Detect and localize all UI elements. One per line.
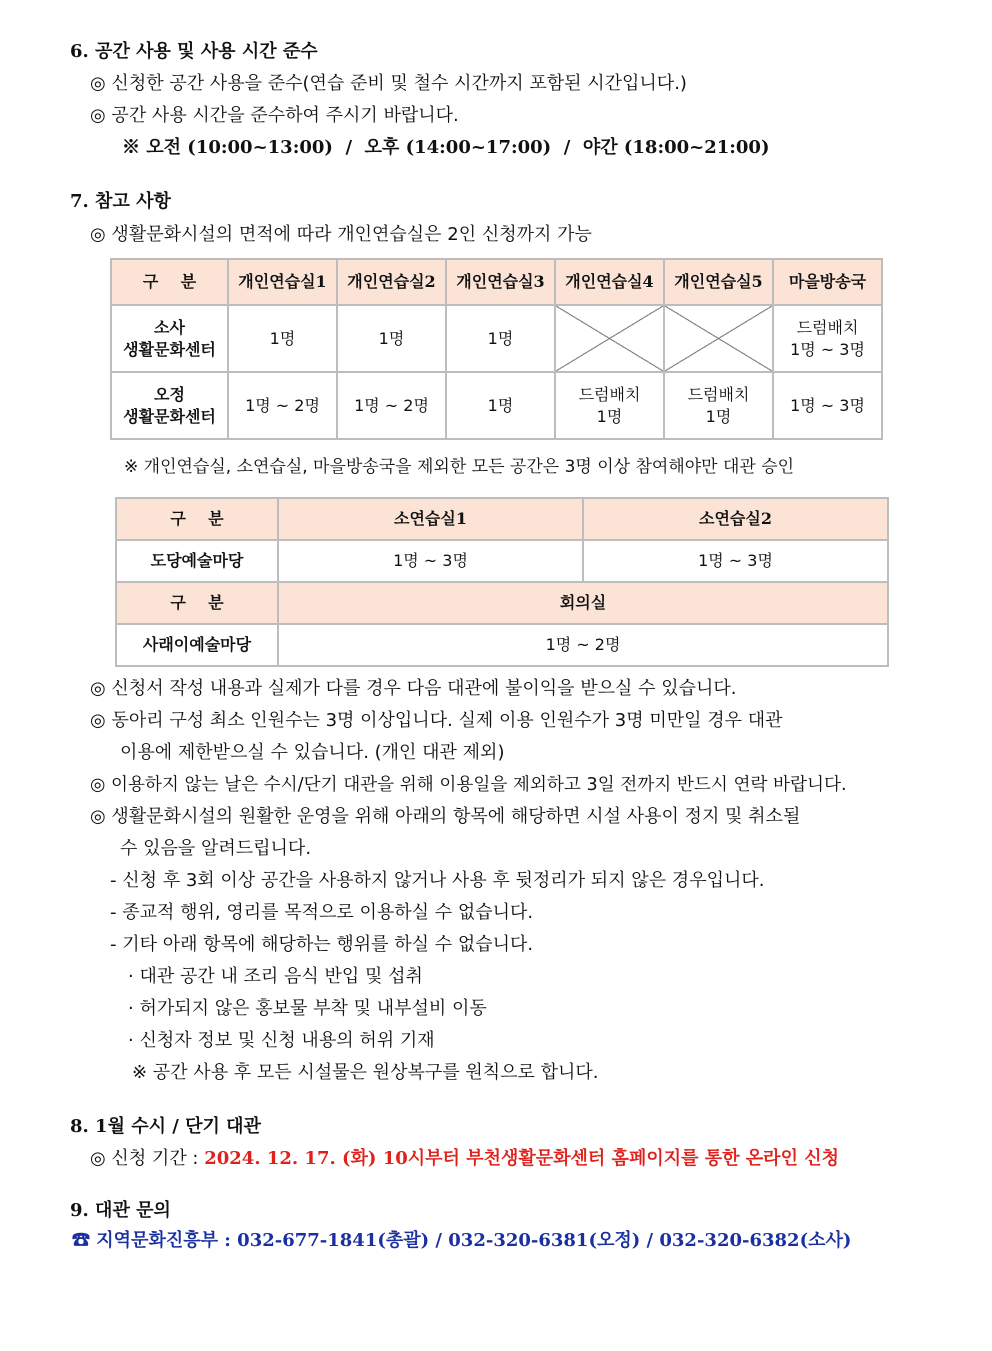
- cell-value: [555, 372, 664, 439]
- row-label-line: 생활문화센터: [123, 406, 216, 426]
- s7-dash-3: - 기타 아래 항목에 해당하는 행위를 하실 수 없습니다.: [110, 934, 534, 955]
- t2-header-meeting-room: 회의실: [278, 582, 888, 624]
- cell-line: 1명: [705, 406, 732, 426]
- phone-icon: ☎: [72, 1230, 90, 1251]
- s7-bullet-1: · 대관 공간 내 조리 음식 반입 및 섭취: [128, 966, 423, 987]
- cell-line: 1명 ~ 3명: [790, 339, 865, 359]
- cell-value: 1명: [446, 305, 555, 372]
- cell-value: 1명 ~ 2명: [278, 624, 888, 666]
- t1-header-room4: 개인연습실4: [555, 259, 664, 305]
- s7-note-2: ※ 공간 사용 후 모든 시설물은 원상복구를 원칙으로 합니다.: [132, 1062, 599, 1083]
- row-label-dodang: 도당예술마당: [116, 540, 278, 582]
- t2-header-small-room2: 소연습실2: [583, 498, 888, 540]
- s8-period-value: 2024. 12. 17. (화) 10시부터 부천생활문화센터 홈페이지를 통한 온라인 신청: [204, 1148, 840, 1169]
- s7-para-3: ◎ 이용하지 않는 날은 수시/단기 대관을 위해 이용일을 제외하고 3일 전까지 반드시 연락 바랍니다.: [90, 775, 847, 795]
- s7-dash-1: - 신청 후 3회 이상 공간을 사용하지 않거나 사용 후 뒷정리가 되지 않은 경우입니다.: [110, 870, 765, 891]
- cell-value: 1명: [228, 305, 337, 372]
- row-label-line: 오정: [154, 384, 185, 404]
- row-label-sosa: [111, 305, 228, 372]
- row-label-line: 소사: [154, 317, 185, 337]
- s7-para-4a: ◎ 생활문화시설의 원활한 운영을 위해 아래의 항목에 해당하면 시설 사용이 정지 및 취소될: [90, 806, 801, 827]
- s9-contact-line: [72, 1229, 851, 1253]
- s7-note-1: ※ 개인연습실, 소연습실, 마을방송국을 제외한 모든 공간은 3명 이상 참여해야만 대관 승인: [124, 457, 795, 477]
- section-8-title: 8. 1월 수시 / 단기 대관: [70, 1116, 261, 1137]
- cell-line: 1명: [596, 406, 623, 426]
- t1-header-broadcast: 마을방송국: [773, 259, 882, 305]
- small-room-table: [115, 497, 889, 667]
- cell-value: 1명 ~ 2명: [337, 372, 446, 439]
- cell-value: 1명 ~ 3명: [583, 540, 888, 582]
- s7-bullet-2: · 허가되지 않은 홍보물 부착 및 내부설비 이동: [128, 998, 487, 1019]
- s6-line-1: ◎ 신청한 공간 사용을 준수(연습 준비 및 철수 시간까지 포함된 시간입니다.): [90, 73, 687, 94]
- section-6-title: 6. 공간 사용 및 사용 시간 준수: [70, 41, 318, 62]
- s7-para-2a: ◎ 동아리 구성 최소 인원수는 3명 이상입니다. 실제 이용 인원수가 3명 미만일 경우 대관: [90, 710, 783, 731]
- s7-line-1: ◎ 생활문화시설의 면적에 따라 개인연습실은 2인 신청까지 가능: [90, 224, 592, 245]
- table-row: [111, 372, 882, 439]
- t2-header-category-2: 구 분: [116, 582, 278, 624]
- t2-header-category: 구 분: [116, 498, 278, 540]
- cell-value: 1명: [337, 305, 446, 372]
- cell-value: 1명 ~ 3명: [278, 540, 583, 582]
- cell-value: 1명 ~ 2명: [228, 372, 337, 439]
- s8-period-prefix: ◎ 신청 기간 :: [90, 1148, 205, 1169]
- s7-para-1: ◎ 신청서 작성 내용과 실제가 다를 경우 다음 대관에 불이익을 받으실 수 있습니다.: [90, 678, 737, 699]
- unavailable-cell: [555, 305, 664, 372]
- s7-para-4b: 수 있음을 알려드립니다.: [120, 838, 312, 859]
- t1-header-room5: 개인연습실5: [664, 259, 773, 305]
- s6-line-2: ◎ 공간 사용 시간을 준수하여 주시기 바랍니다.: [90, 105, 459, 126]
- cell-value: 1명: [446, 372, 555, 439]
- section-7-title: 7. 참고 사항: [70, 191, 171, 212]
- cell-value: [664, 372, 773, 439]
- cell-line: 드럼배치: [578, 384, 641, 404]
- unavailable-cell: [664, 305, 773, 372]
- t1-header-room3: 개인연습실3: [446, 259, 555, 305]
- table-row: [111, 305, 882, 372]
- s6-time-slots: ※ 오전 (10:00~13:00) / 오후 (14:00~17:00) / 야간 (18:00~21:00): [122, 137, 770, 158]
- t1-header-room1: 개인연습실1: [228, 259, 337, 305]
- table-row: [116, 540, 888, 582]
- s7-para-2b: 이용에 제한받으실 수 있습니다. (개인 대관 제외): [120, 742, 505, 763]
- table-row: [116, 624, 888, 666]
- s8-period-line: [90, 1147, 839, 1171]
- s7-dash-2: - 종교적 행위, 영리를 목적으로 이용하실 수 없습니다.: [110, 902, 534, 923]
- section-9-title: 9. 대관 문의: [70, 1200, 171, 1221]
- practice-room-table: [110, 258, 883, 440]
- t1-header-room2: 개인연습실2: [337, 259, 446, 305]
- s9-contact: 지역문화진흥부 : 032-677-1841(총괄) / 032-320-6381(오정) / 032-320-6382(소사): [96, 1230, 852, 1251]
- row-label-saraei: 사래이예술마당: [116, 624, 278, 666]
- t1-header-category: 구 분: [111, 259, 228, 305]
- cell-line: 드럼배치: [796, 317, 859, 337]
- t2-header-small-room1: 소연습실1: [278, 498, 583, 540]
- cell-line: 드럼배치: [687, 384, 750, 404]
- cell-value: 1명 ~ 3명: [773, 372, 882, 439]
- cell-value: [773, 305, 882, 372]
- row-label-ojeong: [111, 372, 228, 439]
- s7-bullet-3: · 신청자 정보 및 신청 내용의 허위 기재: [128, 1030, 435, 1051]
- row-label-line: 생활문화센터: [123, 339, 216, 359]
